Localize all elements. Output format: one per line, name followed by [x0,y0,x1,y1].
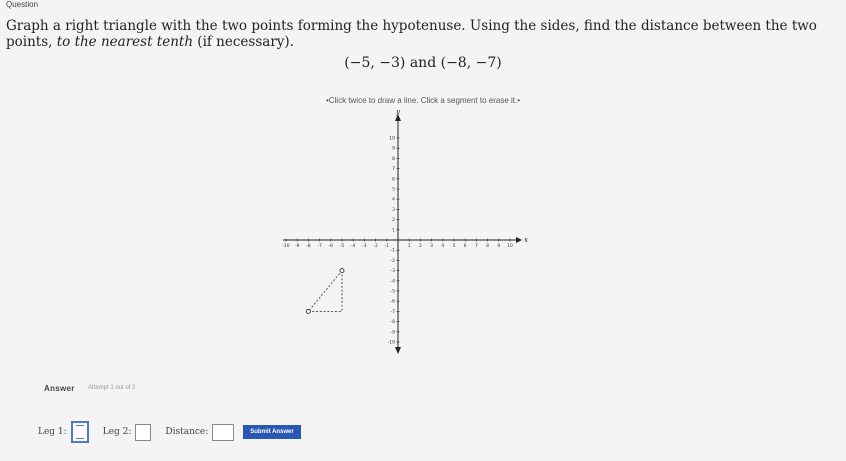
y-tick-label: 1 [392,228,395,234]
x-tick-label: -10 [282,244,290,249]
x-tick-label: -4 [350,244,356,249]
y-tick-label: 3 [392,207,395,213]
leg1-label: Leg 1: [38,427,67,437]
x-tick-label: 10 [507,244,513,249]
y-tick-label: -2 [390,258,395,264]
y-tick-label: -10 [387,340,395,346]
x-tick-label: -3 [362,244,367,249]
y-tick-label: -9 [390,330,395,336]
x-tick-label: -7 [317,244,322,249]
x-tick-label: -9 [294,244,300,249]
x-tick-label: 2 [418,244,422,249]
y-tick-label: 10 [389,136,395,142]
x-axis-arrow-icon [516,237,522,243]
y-tick-label: -1 [390,248,395,254]
y-tick-label: 6 [392,177,395,183]
x-tick-label: 8 [486,244,490,249]
x-tick-label: 4 [441,244,445,249]
segment-1[interactable] [308,271,342,312]
y-tick-label: 4 [392,197,395,203]
x-tick-label: -8 [306,244,311,249]
x-tick-label: 1 [407,244,411,249]
x-tick-label: -6 [328,244,334,249]
question-prompt [6,18,842,50]
distance-input[interactable] [212,424,234,441]
y-axis-label: y [396,110,400,116]
leg1-input[interactable] [71,421,89,443]
x-tick-label: -2 [373,244,378,249]
answer-label: Answer [44,384,75,393]
x-tick-label: -5 [339,244,345,249]
leg2-label: Leg 2: [102,427,132,437]
y-tick-label: 9 [392,146,395,152]
y-tick-label: 2 [392,218,395,224]
x-tick-label: 9 [497,244,501,249]
y-tick-label: -6 [390,299,395,305]
prompt-text: Graph a right triangle with the two points forming the hypotenuse. Using the sides, find the distance between the two points, [6,18,817,50]
prompt-emphasis: to the nearest tenth [56,34,194,50]
distance-label: Distance: [165,427,209,437]
y-tick-label: -8 [390,320,395,326]
points-expression: (−5, −3) and (−8, −7) [344,55,502,71]
point-1[interactable] [340,269,344,273]
point-2[interactable] [306,309,310,313]
segments[interactable] [308,271,342,312]
attempt-counter: Attempt 1 out of 2 [88,385,136,391]
y-tick-label: -7 [390,309,395,315]
y-tick-label: -4 [390,279,395,285]
x-tick-label: 5 [452,244,456,249]
question-header: Question [6,0,39,9]
y-tick-label: 7 [392,167,395,173]
y-tick-label: -3 [390,269,395,275]
y-tick-label: -5 [390,289,395,295]
y-tick-label: 5 [392,187,395,193]
y-axis-arrow-down-icon [395,347,401,354]
prompt-text-end: (if necessary). [193,34,294,50]
axes [283,114,522,354]
x-tick-label: 7 [474,244,478,249]
x-tick-label: 6 [463,244,467,249]
x-tick-label: -1 [384,244,390,249]
coordinate-graph[interactable] [280,110,530,360]
x-tick-label: 3 [430,244,434,249]
leg2-input[interactable] [135,424,151,441]
x-axis-label: x [524,236,528,244]
graph-instruction: •Click twice to draw a line. Click a segment to erase it.• [325,96,521,105]
y-tick-label: 8 [392,156,395,162]
answer-row [38,421,301,443]
submit-answer-button[interactable]: Submit Answer [243,425,300,439]
